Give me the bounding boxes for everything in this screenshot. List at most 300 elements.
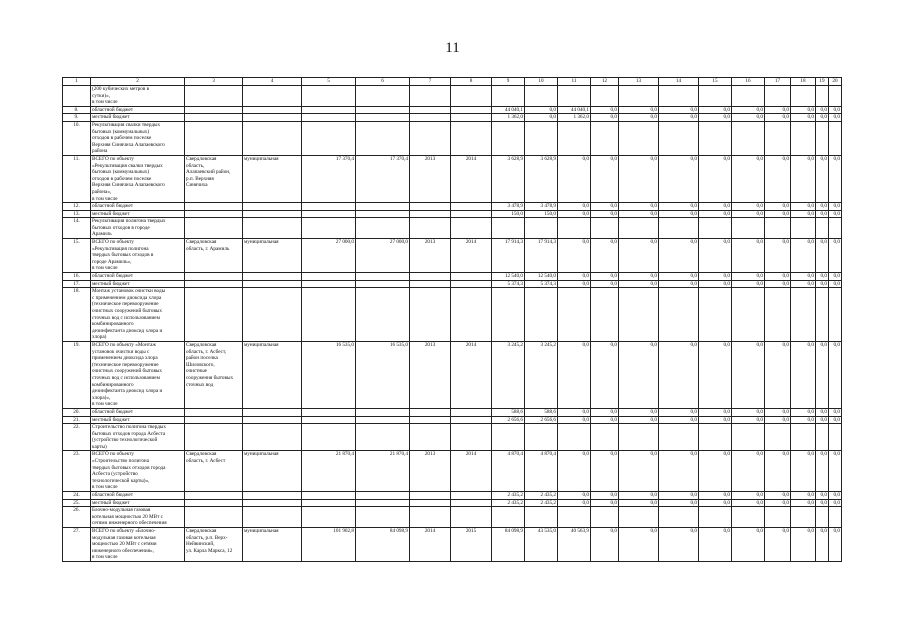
row-location-cell [185, 273, 243, 281]
row-location-cell: Свердловская область, г. Арамиль [185, 239, 243, 273]
row-number-cell: 11. [63, 155, 91, 202]
table-row [63, 408, 842, 416]
column-number-8: 8 [451, 78, 492, 86]
col-19-cell [816, 218, 829, 239]
col-20-cell: 0,0 [829, 492, 842, 500]
col-14-cell [659, 121, 699, 155]
col-7-cell [410, 121, 451, 155]
col-11-cell [558, 86, 591, 107]
col-13-cell: 0,0 [619, 416, 659, 424]
col-18-cell [791, 424, 816, 451]
col-14-cell: 0,0 [659, 499, 699, 507]
col-10-cell: 3 478,9 [525, 203, 558, 211]
budget-table [62, 77, 842, 562]
col-14-cell: 0,0 [659, 528, 699, 562]
col-16-cell: 0,0 [732, 155, 765, 202]
col-19-cell: 0,0 [816, 451, 829, 492]
col-6-cell [356, 499, 410, 507]
col-16-cell [732, 507, 765, 528]
col-11-cell: 0,0 [558, 499, 591, 507]
col-19-cell: 0,0 [816, 203, 829, 211]
row-location-cell [185, 424, 243, 451]
col-11-cell: 0,0 [558, 203, 591, 211]
row-location-cell: Свердловская область, г. Асбест [185, 451, 243, 492]
col-20-cell [829, 288, 842, 342]
row-ownership-cell [243, 492, 302, 500]
col-5-cell [302, 121, 356, 155]
row-name-cell: областной бюджет [91, 106, 185, 114]
col-12-cell: 0,0 [591, 114, 619, 122]
row-number-cell: 14. [63, 218, 91, 239]
col-7-cell [410, 288, 451, 342]
table-row [63, 86, 842, 107]
col-6-cell [356, 492, 410, 500]
col-13-cell [619, 288, 659, 342]
col-12-cell [591, 218, 619, 239]
row-location-cell [185, 416, 243, 424]
col-10-cell: 5 374,3 [525, 280, 558, 288]
col-11-cell: 0,0 [558, 416, 591, 424]
col-12-cell: 0,0 [591, 155, 619, 202]
col-19-cell: 0,0 [816, 416, 829, 424]
col-14-cell: 0,0 [659, 280, 699, 288]
col-20-cell: 0,0 [829, 341, 842, 408]
table-row [63, 273, 842, 281]
column-number-7: 7 [410, 78, 451, 86]
col-9-cell: 2 435,2 [492, 492, 525, 500]
row-number-cell: 21. [63, 416, 91, 424]
col-17-cell [765, 121, 791, 155]
col-10-cell: 2 656,6 [525, 416, 558, 424]
column-number-18: 18 [791, 78, 816, 86]
col-7-cell [410, 492, 451, 500]
col-17-cell: 0,0 [765, 155, 791, 202]
column-number-4: 4 [243, 78, 302, 86]
col-10-cell: 2 435,2 [525, 492, 558, 500]
row-location-cell [185, 507, 243, 528]
row-name-cell: местный бюджет [91, 114, 185, 122]
col-20-cell: 0,0 [829, 203, 842, 211]
col-5-cell [302, 273, 356, 281]
col-16-cell [732, 218, 765, 239]
col-15-cell: 0,0 [699, 106, 732, 114]
col-18-cell: 0,0 [791, 341, 816, 408]
table-row [63, 416, 842, 424]
col-16-cell: 0,0 [732, 408, 765, 416]
col-14-cell [659, 218, 699, 239]
col-8-cell: 2014 [451, 155, 492, 202]
col-18-cell: 0,0 [791, 155, 816, 202]
col-17-cell: 0,0 [765, 528, 791, 562]
col-11-cell [558, 424, 591, 451]
row-number-cell: 25. [63, 499, 91, 507]
col-12-cell: 0,0 [591, 239, 619, 273]
col-12-cell: 0,0 [591, 408, 619, 416]
col-15-cell [699, 288, 732, 342]
col-9-cell: 3 478,9 [492, 203, 525, 211]
col-19-cell: 0,0 [816, 341, 829, 408]
row-ownership-cell: муниципальная [243, 528, 302, 562]
col-14-cell: 0,0 [659, 203, 699, 211]
col-11-cell [558, 507, 591, 528]
col-16-cell: 0,0 [732, 416, 765, 424]
col-8-cell [451, 507, 492, 528]
col-12-cell [591, 288, 619, 342]
row-ownership-cell [243, 218, 302, 239]
col-7-cell [410, 106, 451, 114]
row-number-cell: 17. [63, 280, 91, 288]
col-20-cell: 0,0 [829, 280, 842, 288]
column-number-19: 19 [816, 78, 829, 86]
col-17-cell [765, 218, 791, 239]
col-7-cell [410, 114, 451, 122]
col-10-cell [525, 121, 558, 155]
col-18-cell [791, 86, 816, 107]
col-19-cell [816, 507, 829, 528]
col-18-cell [791, 288, 816, 342]
col-6-cell [356, 218, 410, 239]
column-number-10: 10 [525, 78, 558, 86]
column-number-6: 6 [356, 78, 410, 86]
col-9-cell [492, 218, 525, 239]
col-7-cell: 2013 [410, 155, 451, 202]
col-20-cell: 0,0 [829, 210, 842, 218]
col-6-cell [356, 507, 410, 528]
col-9-cell [492, 507, 525, 528]
col-16-cell: 0,0 [732, 273, 765, 281]
row-number-cell: 16. [63, 273, 91, 281]
table-row [63, 218, 842, 239]
row-ownership-cell [243, 424, 302, 451]
col-12-cell: 0,0 [591, 210, 619, 218]
col-12-cell: 0,0 [591, 499, 619, 507]
col-9-cell: 17 914,3 [492, 239, 525, 273]
col-17-cell: 0,0 [765, 239, 791, 273]
col-10-cell: 2 435,2 [525, 499, 558, 507]
col-7-cell [410, 280, 451, 288]
column-number-1: 1 [63, 78, 91, 86]
row-number-cell: 22. [63, 424, 91, 451]
col-12-cell: 0,0 [591, 273, 619, 281]
col-6-cell: 21 870,4 [356, 451, 410, 492]
col-11-cell: 0,0 [558, 408, 591, 416]
col-6-cell [356, 416, 410, 424]
col-19-cell: 0,0 [816, 273, 829, 281]
col-13-cell: 0,0 [619, 114, 659, 122]
col-14-cell: 0,0 [659, 451, 699, 492]
col-8-cell [451, 499, 492, 507]
col-7-cell: 2013 [410, 239, 451, 273]
col-10-cell: 3 245,2 [525, 341, 558, 408]
row-name-cell: Монтаж установок очистки воды с применением диоксида хлора (техническое перевооружение очистных сооружений бытовых сточных вод с использованием комбинированного дезинфектанта диоксид хлора и хлора) [91, 288, 185, 342]
row-name-cell: (200 кубических метров в сутки)», в том числе [91, 86, 185, 107]
table-row [63, 210, 842, 218]
row-ownership-cell [243, 288, 302, 342]
col-15-cell: 0,0 [699, 280, 732, 288]
col-18-cell: 0,0 [791, 528, 816, 562]
col-5-cell [302, 114, 356, 122]
col-5-cell [302, 499, 356, 507]
col-19-cell [816, 86, 829, 107]
col-10-cell: 3 628,9 [525, 155, 558, 202]
col-13-cell [619, 121, 659, 155]
col-17-cell [765, 86, 791, 107]
table-body [63, 78, 842, 562]
col-6-cell [356, 114, 410, 122]
row-number-cell: 27. [63, 528, 91, 562]
col-9-cell: 3 628,9 [492, 155, 525, 202]
col-8-cell [451, 121, 492, 155]
col-6-cell: 17 370,4 [356, 155, 410, 202]
col-13-cell: 0,0 [619, 155, 659, 202]
col-15-cell: 0,0 [699, 341, 732, 408]
col-12-cell: 0,0 [591, 203, 619, 211]
row-name-cell: Рекультивация свалки твердых бытовых (коммунальных) отходов в рабочем поселке Верхняя Синячиха Алапаевского района [91, 121, 185, 155]
column-number-12: 12 [591, 78, 619, 86]
col-8-cell [451, 273, 492, 281]
row-name-cell: областной бюджет [91, 408, 185, 416]
col-14-cell [659, 86, 699, 107]
col-20-cell [829, 507, 842, 528]
col-11-cell: 0,0 [558, 341, 591, 408]
col-14-cell: 0,0 [659, 273, 699, 281]
row-number-cell: 10. [63, 121, 91, 155]
col-16-cell: 0,0 [732, 492, 765, 500]
col-8-cell [451, 416, 492, 424]
row-ownership-cell: муниципальная [243, 239, 302, 273]
col-11-cell: 0,0 [558, 492, 591, 500]
col-9-cell [492, 121, 525, 155]
row-ownership-cell [243, 210, 302, 218]
row-location-cell [185, 203, 243, 211]
table-row [63, 288, 842, 342]
col-11-cell: 0,0 [558, 280, 591, 288]
col-17-cell: 0,0 [765, 280, 791, 288]
col-10-cell [525, 218, 558, 239]
col-5-cell: 16 535,0 [302, 341, 356, 408]
row-ownership-cell [243, 121, 302, 155]
row-location-cell [185, 114, 243, 122]
page-number: 11 [445, 40, 460, 56]
col-12-cell: 0,0 [591, 280, 619, 288]
row-name-cell: ВСЕГО по объекту «Рекультивация полигона твердых бытовых отходов в городе Арамиль», в том числе [91, 239, 185, 273]
row-name-cell: областной бюджет [91, 203, 185, 211]
col-19-cell: 0,0 [816, 239, 829, 273]
col-8-cell [451, 218, 492, 239]
column-number-row [63, 78, 842, 86]
col-15-cell: 0,0 [699, 155, 732, 202]
col-11-cell: 44 040,1 [558, 106, 591, 114]
col-6-cell [356, 86, 410, 107]
col-15-cell: 0,0 [699, 451, 732, 492]
col-14-cell: 0,0 [659, 114, 699, 122]
col-16-cell [732, 121, 765, 155]
col-11-cell: 0,0 [558, 210, 591, 218]
col-19-cell [816, 424, 829, 451]
row-location-cell [185, 86, 243, 107]
col-6-cell [356, 288, 410, 342]
row-location-cell [185, 499, 243, 507]
col-14-cell: 0,0 [659, 492, 699, 500]
col-19-cell: 0,0 [816, 492, 829, 500]
col-8-cell [451, 408, 492, 416]
row-location-cell [185, 408, 243, 416]
col-11-cell: 0,0 [558, 239, 591, 273]
col-18-cell: 0,0 [791, 499, 816, 507]
row-name-cell: ВСЕГО по объекту «Строительство полигона твердых бытовых отходов города Асбеста (устройство технологической карты)», в том числе [91, 451, 185, 492]
col-13-cell: 0,0 [619, 106, 659, 114]
row-number-cell: 19. [63, 341, 91, 408]
col-6-cell [356, 280, 410, 288]
col-5-cell [302, 86, 356, 107]
col-18-cell: 0,0 [791, 451, 816, 492]
col-20-cell: 0,0 [829, 408, 842, 416]
row-location-cell [185, 218, 243, 239]
row-number-cell: 12. [63, 203, 91, 211]
col-20-cell: 0,0 [829, 499, 842, 507]
col-5-cell [302, 218, 356, 239]
col-18-cell: 0,0 [791, 492, 816, 500]
col-13-cell [619, 218, 659, 239]
col-12-cell: 0,0 [591, 341, 619, 408]
col-17-cell: 0,0 [765, 492, 791, 500]
col-18-cell: 0,0 [791, 416, 816, 424]
col-6-cell [356, 106, 410, 114]
col-7-cell [410, 416, 451, 424]
col-8-cell [451, 86, 492, 107]
col-7-cell [410, 210, 451, 218]
col-9-cell: 84 098,9 [492, 528, 525, 562]
col-12-cell [591, 86, 619, 107]
col-10-cell: 17 914,3 [525, 239, 558, 273]
col-17-cell: 0,0 [765, 416, 791, 424]
table-row [63, 280, 842, 288]
col-13-cell: 0,0 [619, 280, 659, 288]
col-9-cell [492, 288, 525, 342]
row-ownership-cell [243, 106, 302, 114]
row-number-cell [63, 86, 91, 107]
table-row [63, 341, 842, 408]
column-number-17: 17 [765, 78, 791, 86]
col-13-cell: 0,0 [619, 499, 659, 507]
col-20-cell [829, 424, 842, 451]
col-16-cell: 0,0 [732, 341, 765, 408]
col-5-cell [302, 492, 356, 500]
col-9-cell: 5 374,3 [492, 280, 525, 288]
row-location-cell: Свердловская область, г. Асбест, район поселка Шиловского, очистные сооружения бытовых сточных вод [185, 341, 243, 408]
col-20-cell [829, 218, 842, 239]
col-5-cell [302, 210, 356, 218]
col-17-cell [765, 288, 791, 342]
col-10-cell [525, 507, 558, 528]
row-ownership-cell: муниципальная [243, 341, 302, 408]
col-16-cell: 0,0 [732, 210, 765, 218]
col-7-cell [410, 203, 451, 211]
table-row [63, 114, 842, 122]
col-15-cell: 0,0 [699, 210, 732, 218]
col-18-cell: 0,0 [791, 114, 816, 122]
col-17-cell: 0,0 [765, 408, 791, 416]
col-12-cell: 0,0 [591, 451, 619, 492]
col-16-cell: 0,0 [732, 528, 765, 562]
row-location-cell: Свердловская область, Алапаевский район, р.п. Верхняя Синячиха [185, 155, 243, 202]
col-7-cell [410, 499, 451, 507]
col-6-cell: 16 535,0 [356, 341, 410, 408]
col-14-cell: 0,0 [659, 155, 699, 202]
row-location-cell [185, 492, 243, 500]
col-14-cell: 0,0 [659, 408, 699, 416]
col-14-cell [659, 507, 699, 528]
col-12-cell [591, 424, 619, 451]
col-14-cell [659, 424, 699, 451]
row-name-cell: местный бюджет [91, 499, 185, 507]
col-20-cell: 0,0 [829, 114, 842, 122]
table-row [63, 203, 842, 211]
col-8-cell [451, 492, 492, 500]
col-16-cell [732, 86, 765, 107]
row-name-cell: Рекультивация полигона твердых бытовых отходов в городе Арамиль [91, 218, 185, 239]
col-16-cell: 0,0 [732, 451, 765, 492]
col-14-cell: 0,0 [659, 416, 699, 424]
col-15-cell: 0,0 [699, 408, 732, 416]
col-14-cell: 0,0 [659, 341, 699, 408]
col-16-cell: 0,0 [732, 239, 765, 273]
col-5-cell: 21 870,4 [302, 451, 356, 492]
col-16-cell [732, 288, 765, 342]
col-8-cell: 2014 [451, 239, 492, 273]
col-10-cell [525, 288, 558, 342]
col-19-cell: 0,0 [816, 106, 829, 114]
col-7-cell [410, 218, 451, 239]
row-ownership-cell [243, 273, 302, 281]
column-number-15: 15 [699, 78, 732, 86]
col-7-cell [410, 408, 451, 416]
col-8-cell [451, 106, 492, 114]
column-number-20: 20 [829, 78, 842, 86]
table-row [63, 492, 842, 500]
col-13-cell: 0,0 [619, 528, 659, 562]
col-5-cell: 27 000,0 [302, 239, 356, 273]
col-16-cell [732, 424, 765, 451]
col-20-cell: 0,0 [829, 451, 842, 492]
col-9-cell: 12 540,0 [492, 273, 525, 281]
col-18-cell: 0,0 [791, 280, 816, 288]
row-location-cell: Свердловская область, р.п. Верх- Нейвинский, ул. Карла Маркса, 12 [185, 528, 243, 562]
row-name-cell: местный бюджет [91, 416, 185, 424]
row-name-cell: ВСЕГО по объекту «Блочно- модульная газовая котельная мощностью 20 МВт с сетями инженерного обеспечения», в том числе [91, 528, 185, 562]
row-ownership-cell [243, 416, 302, 424]
col-13-cell [619, 424, 659, 451]
col-9-cell: 2 435,2 [492, 499, 525, 507]
col-18-cell [791, 121, 816, 155]
col-11-cell: 0,0 [558, 273, 591, 281]
col-20-cell: 0,0 [829, 155, 842, 202]
col-15-cell [699, 507, 732, 528]
col-16-cell: 0,0 [732, 114, 765, 122]
col-5-cell [302, 288, 356, 342]
col-9-cell: 588,6 [492, 408, 525, 416]
table-row [63, 121, 842, 155]
column-number-14: 14 [659, 78, 699, 86]
row-location-cell [185, 210, 243, 218]
col-7-cell: 2013 [410, 341, 451, 408]
col-20-cell: 0,0 [829, 416, 842, 424]
row-ownership-cell [243, 203, 302, 211]
row-name-cell: Блочно-модульная газовая котельная мощностью 20 МВт с сетями инженерного обеспечения [91, 507, 185, 528]
col-10-cell: 0,0 [525, 114, 558, 122]
col-13-cell [619, 507, 659, 528]
col-8-cell: 2015 [451, 528, 492, 562]
